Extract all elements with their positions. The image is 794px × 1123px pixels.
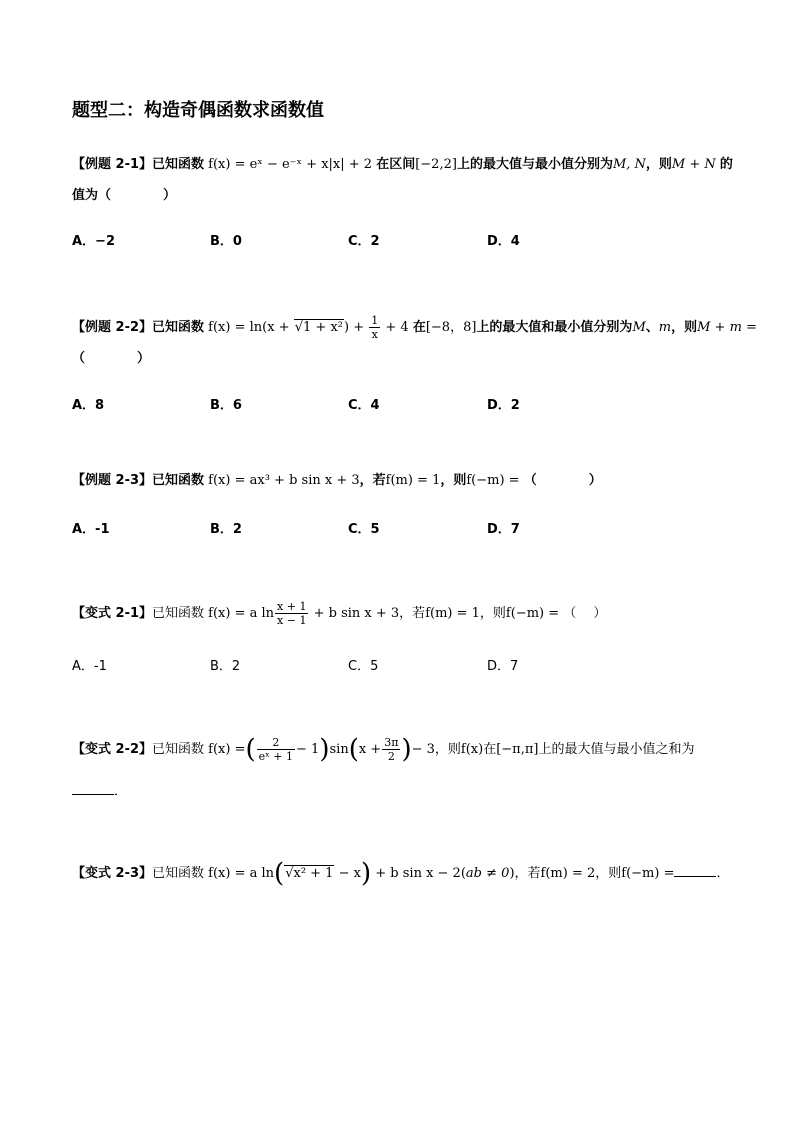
question-1-vars: M, N — [612, 157, 646, 172]
question-2-option-c: C．4 — [348, 398, 380, 413]
question-1-line2-text: 值为（ ） — [72, 188, 177, 203]
question-6-answer-blank[interactable] — [674, 862, 716, 877]
question-4-ask-suffix: （ ） — [563, 606, 607, 621]
question-5-formula-a: f(x) = — [208, 742, 246, 757]
question-6-rparen: ) — [360, 858, 372, 889]
question-1-interval: [−2,2] — [415, 157, 457, 172]
question-2-sqrt: √1 + x² — [294, 320, 343, 335]
question-2-line1 — [72, 314, 757, 341]
question-2-interval: [−8，8] — [425, 320, 477, 335]
question-6-line1 — [72, 858, 730, 889]
question-6-tag: 【变式 2-3】 — [72, 866, 153, 881]
question-3-cond-prefix: ，若 — [359, 473, 386, 488]
question-5-interval: [−π,π] — [496, 742, 539, 757]
question-4-ask-prefix: ，则 — [479, 606, 506, 621]
question-5-fraction-1 — [257, 736, 295, 763]
question-5-rparen-1: ) — [319, 734, 330, 765]
question-2-ask-expr: M + m = — [697, 320, 757, 335]
question-4-fraction — [275, 600, 308, 627]
question-3-ask-suffix: （ ） — [523, 473, 602, 488]
question-5-formula-c: sin — [329, 742, 349, 757]
question-1-ask-prefix: ，则 — [645, 157, 672, 172]
question-2-sep: 、 — [645, 320, 659, 335]
question-5-rparen-2: ) — [401, 734, 412, 765]
question-1-ask-suffix: 的 — [719, 157, 733, 172]
question-4-ask-expr: f(−m) = — [505, 606, 560, 621]
question-4-line1 — [72, 600, 606, 627]
question-3-option-a: A．-1 — [72, 522, 110, 537]
question-2-stem-prefix: 已知函数 — [152, 320, 205, 335]
question-5-fraction-2 — [382, 736, 400, 763]
question-6-ask-prefix: ，则 — [595, 866, 622, 881]
question-3-stem-prefix: 已知函数 — [152, 473, 205, 488]
question-5-ask-expr: f(x) — [460, 742, 484, 757]
question-2-frac-den: x — [371, 328, 378, 341]
section-title: 题型二：构造奇偶函数求函数值 — [72, 100, 324, 121]
question-5-formula-b: − 1 — [296, 742, 320, 757]
question-4-formula-a: f(x) = a ln — [208, 606, 275, 621]
question-4-option-a: A．-1 — [72, 659, 107, 674]
question-3-ask-prefix: ，则 — [440, 473, 467, 488]
question-1-line2 — [72, 185, 176, 207]
question-5-formula-d: x + — [358, 742, 382, 757]
question-2-option-a: A．8 — [72, 398, 105, 413]
question-2-sqrt-content: 1 + x² — [303, 320, 343, 335]
question-5-frac1-num: 2 — [257, 736, 295, 750]
question-5-frac2-den: 2 — [387, 750, 395, 763]
question-5-stem-suffix: 上的最大值与最小值之和为 — [538, 742, 695, 757]
question-4-stem-prefix: 已知函数 — [152, 606, 205, 621]
question-2-formula-b: ) + — [344, 320, 369, 335]
question-1-ask-expr: M + N — [671, 157, 716, 172]
question-5-ask-prefix: ，则 — [434, 742, 461, 757]
question-6-paren-open: ( — [460, 866, 466, 881]
question-1-option-b: B．0 — [210, 234, 242, 249]
question-5-answer-blank[interactable] — [72, 780, 114, 795]
question-4-cond-prefix: ，若 — [399, 606, 426, 621]
question-4-formula-b: + b sin x + 3 — [309, 606, 400, 621]
question-5-tag: 【变式 2-2】 — [72, 742, 153, 757]
question-5-frac1-den: eˣ + 1 — [258, 750, 294, 763]
question-1-option-a: A．−2 — [72, 234, 115, 249]
question-5-line1 — [72, 736, 695, 763]
question-2-interval-prefix: 在 — [412, 320, 426, 335]
question-4-tag: 【变式 2-1】 — [72, 606, 153, 621]
question-2-line2 — [72, 348, 150, 370]
question-1-formula: f(x) = eˣ − e⁻ˣ + x|x| + 2 — [208, 157, 373, 172]
question-6-stem-prefix: 已知函数 — [152, 866, 205, 881]
question-5-interval-prefix: 在 — [483, 742, 497, 757]
question-3-line1 — [72, 470, 602, 492]
question-5-frac2-num: 3π — [384, 736, 399, 749]
question-6-formula-b: − x — [334, 866, 361, 881]
question-3-option-b: B．2 — [210, 522, 242, 537]
question-4-cond: f(m) = 1 — [425, 606, 480, 621]
question-3-cond: f(m) = 1 — [385, 473, 441, 488]
question-1-option-c: C．2 — [348, 234, 380, 249]
question-5-formula-e: − 3 — [411, 742, 435, 757]
question-4-option-c: C．5 — [348, 659, 379, 674]
question-2-fraction — [369, 314, 380, 341]
question-4-frac-num: x + 1 — [277, 600, 307, 613]
question-4-frac-den: x − 1 — [277, 614, 307, 627]
question-1-tag: 【例题 2-1】 — [72, 157, 153, 172]
question-6-ask-expr: f(−m) = — [621, 866, 675, 881]
question-2-var2: m — [658, 320, 672, 335]
question-6-lparen: ( — [274, 858, 285, 889]
question-6-formula-c: + b sin x − 2 — [371, 866, 461, 881]
question-4-option-b: B．2 — [210, 659, 241, 674]
question-5-line2-suffix: ． — [114, 784, 128, 799]
question-2-ask-prefix: ，则 — [671, 320, 698, 335]
question-2-frac-num: 1 — [371, 314, 379, 327]
question-2-formula-a: f(x) = ln(x + — [208, 320, 294, 335]
question-5-lparen-1: ( — [245, 734, 256, 765]
question-6-cond-prefix: ，若 — [514, 866, 541, 881]
question-6-paren-close: ) — [509, 866, 515, 881]
question-1-option-d: D．4 — [487, 234, 520, 249]
question-6-sqrt-content: x² + 1 — [293, 866, 334, 881]
question-6-cond: f(m) = 2 — [540, 866, 596, 881]
question-3-option-c: C．5 — [348, 522, 380, 537]
question-3-ask-expr: f(−m) = — [466, 473, 520, 488]
question-1-line1 — [72, 154, 733, 176]
question-5-lparen-2: ( — [348, 734, 359, 765]
question-2-formula-c: + 4 — [381, 320, 409, 335]
question-6-paren-content: ab ≠ 0 — [465, 866, 510, 881]
question-2-option-b: B．6 — [210, 398, 242, 413]
question-3-option-d: D．7 — [487, 522, 520, 537]
question-1-interval-prefix: 在区间 — [376, 157, 416, 172]
question-3-formula: f(x) = ax³ + b sin x + 3 — [208, 473, 360, 488]
question-2-stem-suffix: 上的最大值和最小值分别为 — [476, 320, 633, 335]
question-3-tag: 【例题 2-3】 — [72, 473, 153, 488]
question-2-tag: 【例题 2-2】 — [72, 320, 153, 335]
question-4-option-d: D．7 — [487, 659, 519, 674]
question-6-sqrt: √x² + 1 — [285, 866, 334, 881]
question-2-var1: M — [632, 320, 646, 335]
question-1-stem-suffix: 上的最大值与最小值分别为 — [456, 157, 613, 172]
question-1-stem-prefix: 已知函数 — [152, 157, 205, 172]
question-6-formula-a: f(x) = a ln — [208, 866, 275, 881]
question-5-line2 — [72, 780, 127, 803]
question-2-line2-text: （ ） — [72, 351, 151, 366]
question-2-option-d: D．2 — [487, 398, 520, 413]
question-6-ask-suffix: ． — [716, 866, 730, 881]
question-5-stem-prefix: 已知函数 — [152, 742, 205, 757]
